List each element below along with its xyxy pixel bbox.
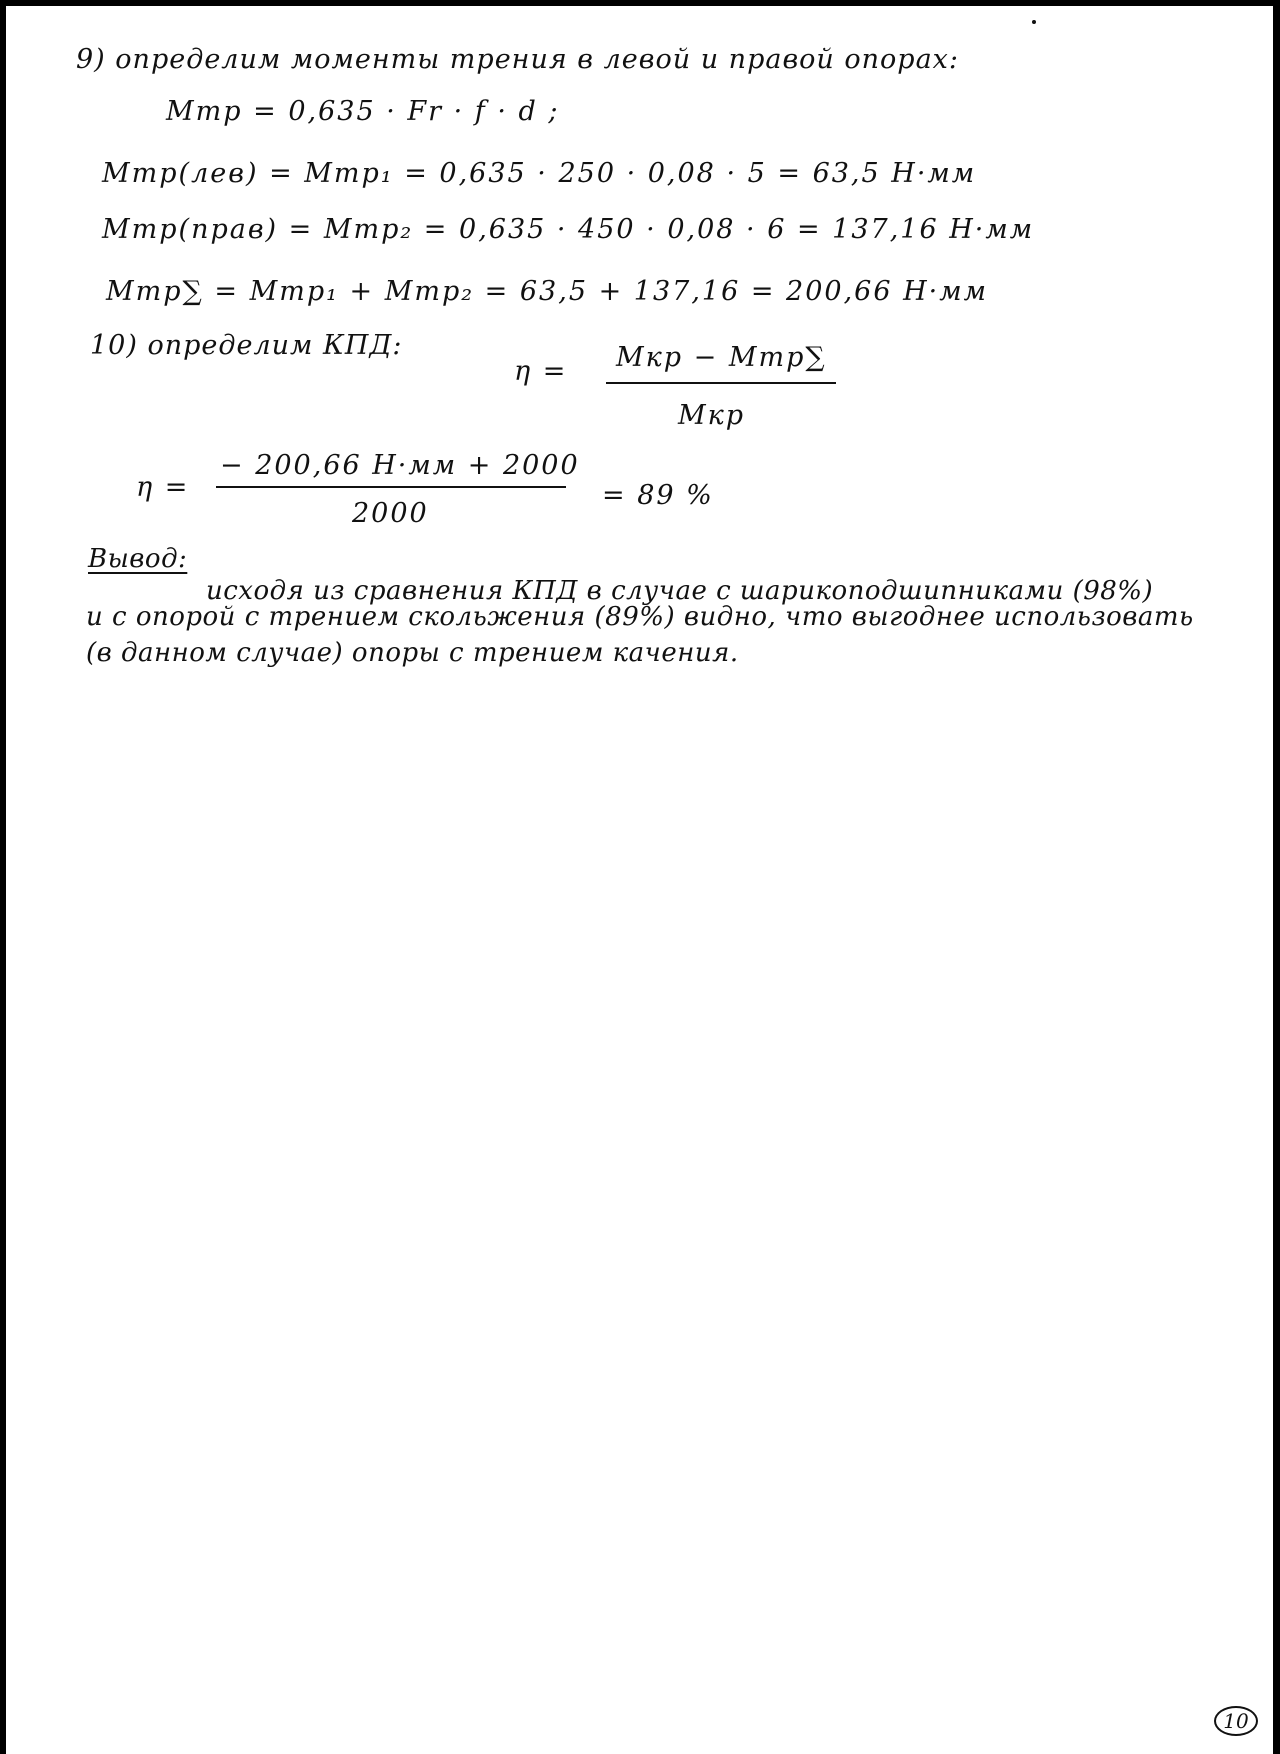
efficiency-formula-denominator: Mкр [678,400,746,431]
conclusion-line-3: (в данном случае) опоры с трением качения. [86,638,739,668]
step9-total-moment: Mтр∑ = Mтр₁ + Mтр₂ = 63,5 + 137,16 = 200,66 Н·мм [106,276,989,307]
efficiency-calc-result: = 89 % [602,480,714,511]
step9-left-support-moment: Mтр(лев) = Mтр₁ = 0,635 · 250 · 0,08 · 5 = 63,5 Н·мм [102,158,977,189]
efficiency-calc-fraction-bar [216,486,566,488]
conclusion-line-1: исходя из сравнения КПД в случае с шарикоподшипниками (98%) [206,576,1154,606]
efficiency-calc-numerator: − 200,66 Н·мм + 2000 [220,450,580,481]
efficiency-symbol: η = [514,356,568,387]
efficiency-formula-numerator: Mкр − Mтр∑ [616,342,827,373]
conclusion-line-2: и с опорой с трением скольжения (89%) видно, что выгоднее использовать [86,602,1194,632]
step9-title: 9) определим моменты трения в левой и правой опорах: [76,44,960,75]
efficiency-calc-symbol: η = [136,472,190,503]
step10-title: 10) определим КПД: [90,330,403,361]
page-number: 10 [1214,1706,1258,1736]
efficiency-formula-fraction-bar [606,382,836,384]
efficiency-calc-denominator: 2000 [352,498,429,529]
step9-right-support-moment: Mтр(прав) = Mтр₂ = 0,635 · 450 · 0,08 · 6 = 137,16 Н·мм [102,214,1035,245]
step9-friction-formula: Mтр = 0,635 · Fr · f · d ; [166,96,560,127]
ink-dot [1032,20,1036,24]
conclusion-label: Вывод: [88,544,188,574]
